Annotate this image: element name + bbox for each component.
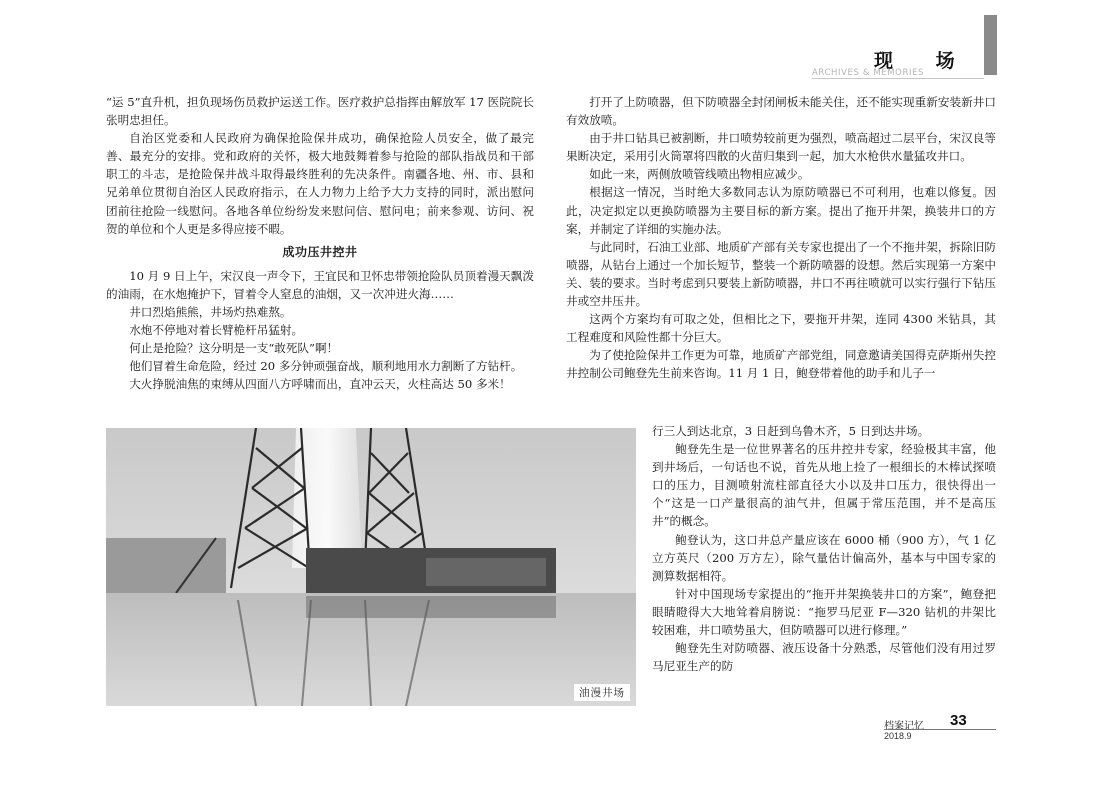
paragraph: 鲍登认为，这口井总产量应该在 6000 桶（900 方），气 1 亿立方英尺（200 万方左），除气量估计偏高外，基本与中国专家的测算数据相符。	[652, 532, 996, 583]
paragraph: 如此一来，两侧放喷管线喷出物相应减少。	[589, 167, 810, 182]
paragraph: 由于井口钻具已被割断，井口喷势较前更为强烈，喷高超过二层平台，宋汉良等果断决定，采用引火筒罩将四散的火苗归集到一起，加大水枪供水量猛攻井口。	[566, 131, 996, 164]
footer-rule	[884, 729, 996, 730]
paragraph: 自治区党委和人民政府为确保抢险保井成功，确保抢险人员安全，做了最完善、最充分的安排。党和政府的关怀，极大地鼓舞着参与抢险的部队指战员和干部职工的斗志，是抢险保井战斗取得最终胜利的先决条件。南疆各地、州、市、县和兄弟单位贯彻自治区人民政府指示，在人力物力上给予大力支持的同时，派出慰问团前往抢险一线慰问。各地各单位纷纷发来慰问信、慰问电；前来参观、访问、祝贺的单位和个人更是多得应接不暇。	[106, 131, 534, 236]
paragraph: 鲍登先生对防喷器、液压设备十分熟悉，尽管他们没有用过罗马尼亚生产的防	[652, 641, 996, 674]
equipment-shed	[426, 558, 546, 586]
paragraph: 水炮不停地对着长臂桅杆吊猛射。	[129, 323, 304, 338]
paragraph: “运 5”直升机，担负现场伤员救护运送工作。医疗救护总指挥由解放军 17 医院院长张明忠担任。	[106, 95, 534, 128]
magazine-name: 档案记忆	[884, 721, 924, 732]
photo-caption: 油漫井场	[574, 684, 630, 701]
oil-rig-illustration	[106, 428, 636, 706]
paragraph: 根据这一情况，当时绝大多数同志认为原防喷器已不可利用，也难以修复。因此，决定拟定以更换防喷器为主要目标的新方案。提出了拖开井架，换装井口的方案，并制定了详细的实施办法。	[566, 185, 996, 236]
right-column-bottom	[652, 422, 996, 675]
paragraph: 他们冒着生命危险，经过 20 多分钟顽强奋战，顺利地用水力割断了方钻杆。	[129, 359, 523, 374]
header-accent-bar	[984, 15, 997, 75]
paragraph: 为了使抢险保井工作更为可靠，地质矿产部党组，同意邀请美国得克萨斯州失控井控制公司鲍登先生前来咨询。11 月 1 日，鲍登带着他的助手和儿子一	[566, 348, 996, 381]
paragraph: 这两个方案均有可取之处，但相比之下，要拖开井架，连同 4300 米钻具，其工程难度和风险性都十分巨大。	[566, 312, 996, 345]
section-subtitle: ARCHIVES & MEMORIES	[812, 68, 925, 78]
paragraph: 大火挣脱油焦的束缚从四面八方呼啸而出，直冲云天，火柱高达 50 多米！	[129, 377, 511, 392]
oilfield-photo	[106, 428, 636, 706]
issue-date: 2018.9	[884, 731, 912, 741]
subheading: 成功压井控井	[282, 244, 358, 259]
paragraph: 鲍登先生是一位世界著名的压井控井专家，经验极其丰富，他到井场后，一句话也不说，首先从地上捡了一根细长的木棒试探喷口的压力，目测喷射流柱部直径大小以及井口压力，很快得出一个“这是一口产量很高的油气井，但属于常压范围，并不是高压井”的概念。	[652, 442, 996, 529]
paragraph: 打开了上防喷器，但下防喷器全封闭闸板未能关住，还不能实现重新安装新井口有效放喷。	[566, 95, 996, 128]
right-column-top	[566, 93, 996, 383]
paragraph: 与此同时，石油工业部、地质矿产部有关专家也提出了一个不拖井架，拆除旧防喷器，从钻台上通过一个加长短节，整装一个新防喷器的设想。然后实现第一方案中关、装的要求。当时考虑到只要装上新防喷器，井口不再往喷就可以实行强行下钻压井或空井压井。	[566, 239, 996, 309]
paragraph: 行三人到达北京，3 日赶到乌鲁木齐，5 日到达井场。	[652, 424, 930, 438]
section-title: 现 场	[874, 50, 973, 72]
paragraph: 何止是抢险？这分明是一支“敢死队”啊！	[129, 341, 339, 356]
page-number: 33	[950, 712, 967, 729]
industrial-building	[106, 538, 226, 593]
paragraph: 针对中国现场专家提出的“拖开井架换装井口的方案”，鲍登把眼睛瞪得大大地耸着肩膀说：“拖罗马尼亚 F—320 钻机的井架比较困难，井口喷势虽大，但防喷器可以进行修理。”	[652, 586, 996, 638]
platform-reflection	[306, 596, 556, 618]
paragraph: 10 月 9 日上午，宋汉良一声令下，王宜民和卫怀忠带领抢险队员顶着漫天飘泼的油雨，在水炮掩护下，冒着令人窒息的油烟，又一次冲进火海……	[106, 268, 534, 301]
header-rule	[812, 78, 984, 79]
paragraph: 井口烈焰熊熊，井场灼热难熬。	[129, 305, 292, 320]
left-column	[106, 93, 534, 394]
